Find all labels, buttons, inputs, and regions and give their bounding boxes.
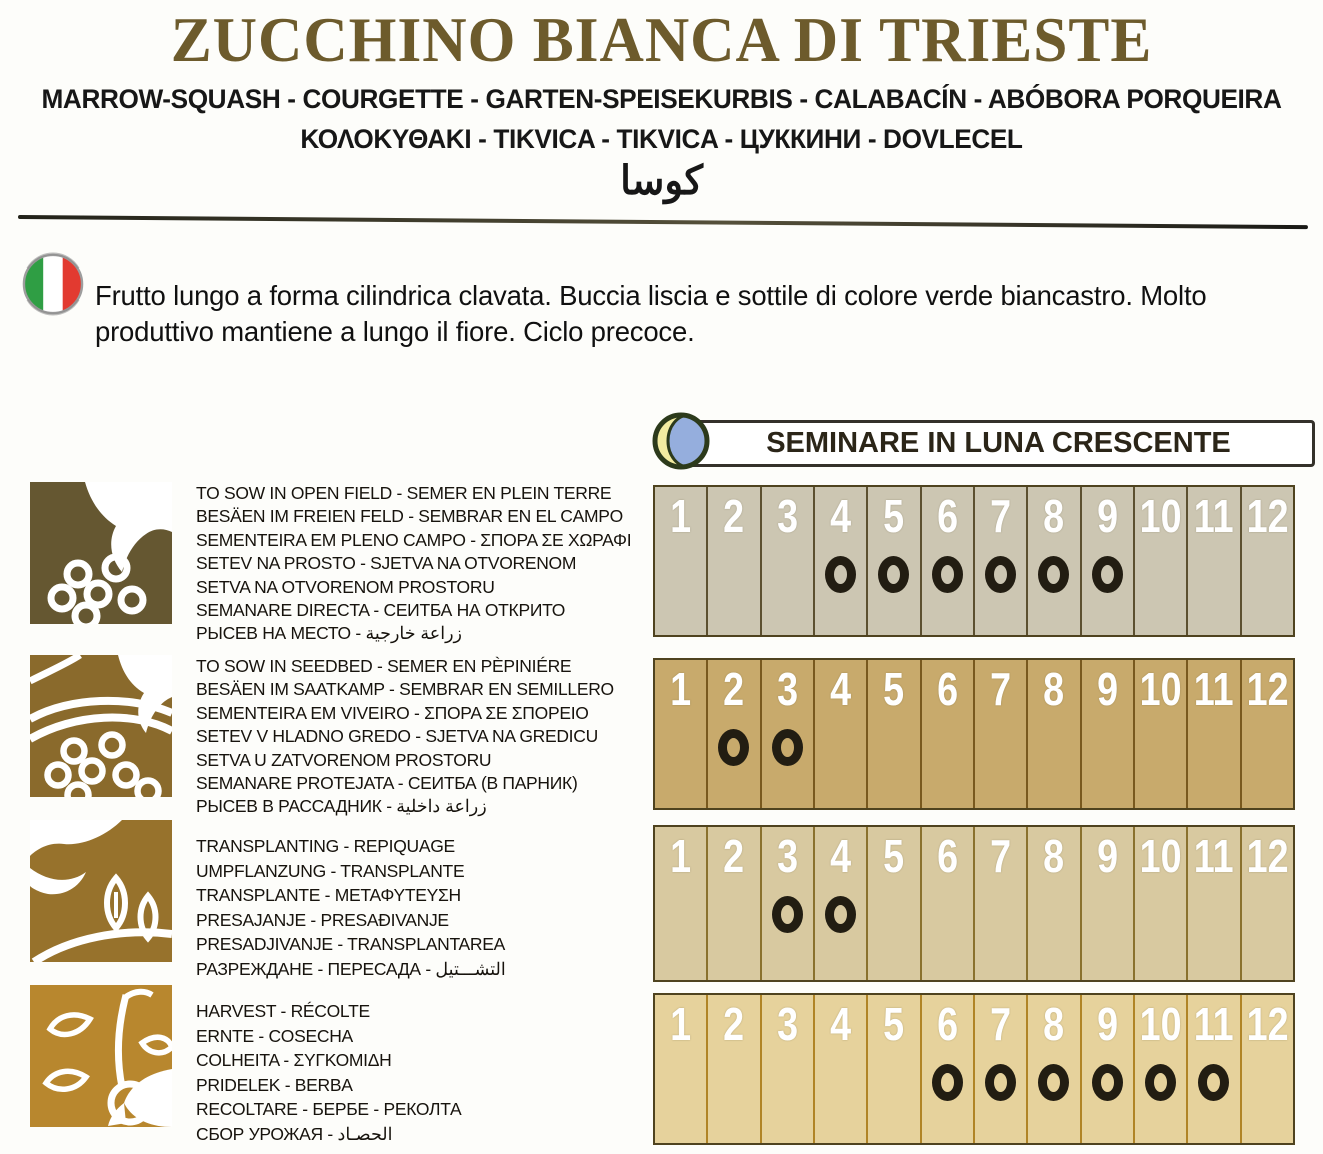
month-number: 9 (1096, 830, 1118, 882)
month-cell (922, 487, 975, 635)
month-number: 12 (1246, 998, 1289, 1050)
month-number: 9 (1096, 663, 1118, 715)
month-number: 2 (723, 490, 745, 542)
month-cell (975, 660, 1028, 808)
row-label-line: СБОР УРОЖАЯ - الحصـاد (196, 1123, 393, 1144)
month-cell (1028, 660, 1081, 808)
month-cell (1082, 660, 1135, 808)
month-cell (655, 660, 708, 808)
month-cell (1135, 827, 1188, 980)
month-number: 4 (830, 998, 852, 1050)
month-number: 9 (1096, 998, 1118, 1050)
period-mark-ring (1092, 556, 1123, 593)
row-labels (196, 834, 674, 981)
month-cell (1242, 827, 1293, 980)
row-label-line: PRESAJANJE - PRESAĐIVANJE (196, 909, 449, 930)
title-translations-other: ΚΟΛΟΚΥΘΑΚΙ - TIKVICA - TIKVICA - ЦУККИНИ - DOVLECEL (300, 124, 1023, 154)
period-mark-ring (1038, 556, 1069, 593)
month-number: 3 (776, 998, 798, 1050)
month-cell (1028, 995, 1081, 1143)
month-cell (1135, 660, 1188, 808)
sow-open-field-icon (30, 482, 172, 624)
month-number: 3 (776, 490, 798, 542)
month-cell (1188, 660, 1241, 808)
sowing-calendar-table (653, 825, 1295, 982)
month-cell (1028, 487, 1081, 635)
calendar-row-sow-open-field (0, 481, 1323, 647)
sowing-calendar-table (653, 485, 1295, 637)
month-number: 4 (830, 663, 852, 715)
row-label-line: PRIDELEK - BERBA (196, 1074, 353, 1095)
row-label-line: SEMANARE PROTEJATA - СЕИТБА (В ПАРНИК) (196, 773, 578, 794)
month-cell (815, 660, 868, 808)
month-number: 2 (723, 663, 745, 715)
month-number: 7 (990, 490, 1012, 542)
month-number: 1 (670, 490, 692, 542)
period-mark-ring (825, 556, 856, 593)
month-cell (762, 660, 815, 808)
period-mark-ring (932, 556, 963, 593)
month-cell (815, 995, 868, 1143)
banner-label: SEMINARE IN LUNA CRESCENTE (766, 427, 1231, 459)
row-label-line: РЫСЕВ В РАССАДНИК - زراعة داخلية (196, 796, 487, 817)
month-cell (708, 487, 761, 635)
row-label-line: HARVEST - RÉCOLTE (196, 1001, 370, 1021)
row-label-line: PRESADJIVANJE - TRANSPLANTAREA (196, 934, 505, 954)
banner-frame (682, 420, 1315, 467)
row-label-line: BESÄEN IM SAATKAMP - SEMBRAR EN SEMILLERO (196, 679, 614, 700)
month-cell (815, 827, 868, 980)
period-mark-ring (878, 556, 909, 593)
month-number: 5 (883, 998, 905, 1050)
harvest-icon (30, 985, 172, 1127)
month-cell (1028, 827, 1081, 980)
crescent-moon-icon (651, 411, 711, 471)
month-number: 9 (1096, 490, 1118, 542)
sowing-calendar-table (653, 993, 1295, 1145)
month-number: 4 (830, 830, 852, 882)
period-mark-ring (772, 729, 803, 766)
transplanting-icon (30, 820, 172, 962)
page-title: ZUCCHINO BIANCA DI TRIESTE (170, 4, 1153, 75)
period-mark-ring (1145, 1064, 1176, 1101)
month-cell (655, 487, 708, 635)
period-mark-ring (985, 1064, 1016, 1101)
row-label-line: SEMENTEIRA EM VIVEIRO - ΣΠΟΡΑ ΣΕ ΣΠΟΡΕΙΟ (196, 702, 589, 723)
calendar-row-sow-seedbed (0, 654, 1323, 820)
month-number: 8 (1043, 998, 1065, 1050)
month-number: 11 (1194, 998, 1234, 1050)
month-cell (1082, 995, 1135, 1143)
month-cell (1242, 995, 1293, 1143)
calendar-row-harvest (0, 984, 1323, 1150)
row-label-line: TRANSPLANTE - ΜΕΤΑΦΥΤΕΥΣΗ (196, 885, 461, 905)
month-cell (762, 487, 815, 635)
month-cell (868, 660, 921, 808)
month-cell (1242, 660, 1293, 808)
month-number: 8 (1043, 663, 1065, 715)
row-label-line: UMPFLANZUNG - TRANSPLANTE (196, 860, 465, 881)
period-mark-ring (1038, 1064, 1069, 1101)
period-mark-ring (1092, 1064, 1123, 1101)
period-mark-ring (825, 896, 856, 933)
month-cell (922, 827, 975, 980)
sow-seedbed-icon (30, 655, 172, 797)
month-cell (1188, 487, 1241, 635)
period-mark-ring (985, 556, 1016, 593)
month-cell (975, 827, 1028, 980)
month-cell (655, 827, 708, 980)
month-number: 4 (830, 490, 852, 542)
row-label-line: SEMENTEIRA EM PLENO CAMPO - ΣΠΟΡΑ ΣΕ ΧΩΡΑΦΙ (196, 529, 632, 550)
italy-flag-icon (22, 252, 84, 316)
month-cell (1135, 487, 1188, 635)
row-labels (196, 482, 674, 646)
month-number: 12 (1246, 663, 1289, 715)
month-number: 10 (1139, 490, 1182, 542)
month-number: 11 (1194, 663, 1234, 715)
title-translation-arabic: كوسا (620, 159, 703, 203)
month-cell (815, 487, 868, 635)
month-cell (1082, 827, 1135, 980)
month-number: 8 (1043, 830, 1065, 882)
month-number: 6 (936, 490, 958, 542)
month-cell (762, 995, 815, 1143)
month-number: 1 (670, 663, 692, 715)
month-number: 12 (1246, 490, 1289, 542)
row-label-line: SETVA NA OTVORENOM PROSTORU (196, 576, 495, 597)
month-cell (922, 995, 975, 1143)
row-label-line: SETEV NA PROSTO - SJETVA NA OTVORENOM (196, 553, 577, 574)
month-cell (1242, 487, 1293, 635)
row-label-line: РАЗРЕЖДАНЕ - ПЕРЕСАДА - التشـــتيل (196, 958, 506, 979)
row-label-line: BESÄEN IM FREIEN FELD - SEMBRAR EN EL CAMPO (196, 506, 623, 527)
month-cell (1135, 995, 1188, 1143)
period-mark-ring (932, 1064, 963, 1101)
month-number: 8 (1043, 490, 1065, 542)
month-cell (868, 827, 921, 980)
month-number: 10 (1139, 663, 1182, 715)
month-number: 1 (670, 998, 692, 1050)
row-label-line: TO SOW IN OPEN FIELD - SEMER EN PLEIN TERRE (196, 483, 612, 503)
row-label-line: SEMANARE DIRECTA - СЕИТБА НА ОТКРИТО (196, 600, 566, 621)
row-label-line: РЫСЕВ НА МЕСТО - زراعة خارجية (196, 623, 463, 644)
row-label-line: SETEV V HLADNO GREDO - SJETVA NA GREDICU (196, 726, 598, 747)
divider-rule (18, 215, 1308, 229)
month-cell (1188, 995, 1241, 1143)
month-cell (975, 487, 1028, 635)
row-label-line: COLHEITA - ΣΥΓΚΟΜΙΔΗ (196, 1050, 392, 1070)
month-number: 6 (936, 998, 958, 1050)
month-number: 2 (723, 998, 745, 1050)
month-cell (1188, 827, 1241, 980)
month-number: 3 (776, 830, 798, 882)
month-cell (762, 827, 815, 980)
month-cell (868, 487, 921, 635)
row-label-line: TRANSPLANTING - REPIQUAGE (196, 836, 455, 856)
month-number: 11 (1194, 490, 1234, 542)
month-number: 6 (936, 830, 958, 882)
period-mark-ring (772, 896, 803, 933)
sowing-calendar-table (653, 658, 1295, 810)
row-label-line: RECOLTARE - БЕРБЕ - РЕКОЛТА (196, 1099, 462, 1119)
month-number: 10 (1139, 998, 1182, 1050)
month-number: 12 (1246, 830, 1289, 882)
month-number: 7 (990, 998, 1012, 1050)
row-label-line: ERNTE - COSECHA (196, 1025, 353, 1046)
month-number: 2 (723, 830, 745, 882)
moon-phase-banner (682, 420, 1315, 467)
period-mark-ring (718, 729, 749, 766)
row-label-line: SETVA U ZATVORENOM PROSTORU (196, 749, 492, 770)
month-cell (655, 995, 708, 1143)
row-label-line: TO SOW IN SEEDBED - SEMER EN PÈPINIÉRE (196, 656, 572, 676)
month-cell (708, 995, 761, 1143)
row-labels (196, 999, 674, 1146)
month-number: 11 (1194, 830, 1234, 882)
row-labels (196, 655, 674, 819)
month-number: 6 (936, 663, 958, 715)
month-cell (868, 995, 921, 1143)
month-number: 7 (990, 663, 1012, 715)
variety-description: Frutto lungo a forma cilindrica clavata. Buccia liscia e sottile di colore verde biancastro. Molto produttivo mantiene a lungo il fiore. Ciclo precoce. (95, 279, 1207, 347)
month-number: 3 (776, 663, 798, 715)
month-number: 7 (990, 830, 1012, 882)
title-translations-latin: MARROW-SQUASH - COURGETTE - GARTEN-SPEISEKURBIS - CALABACÍN - ABÓBORA PORQUEIRA (41, 84, 1282, 114)
period-mark-ring (1198, 1064, 1229, 1101)
month-cell (922, 660, 975, 808)
month-cell (1082, 487, 1135, 635)
month-number: 5 (883, 830, 905, 882)
month-cell (708, 827, 761, 980)
month-cell (708, 660, 761, 808)
month-number: 10 (1139, 830, 1182, 882)
month-number: 1 (670, 830, 692, 882)
month-number: 5 (883, 663, 905, 715)
month-cell (975, 995, 1028, 1143)
calendar-row-transplanting (0, 819, 1323, 985)
month-number: 5 (883, 490, 905, 542)
